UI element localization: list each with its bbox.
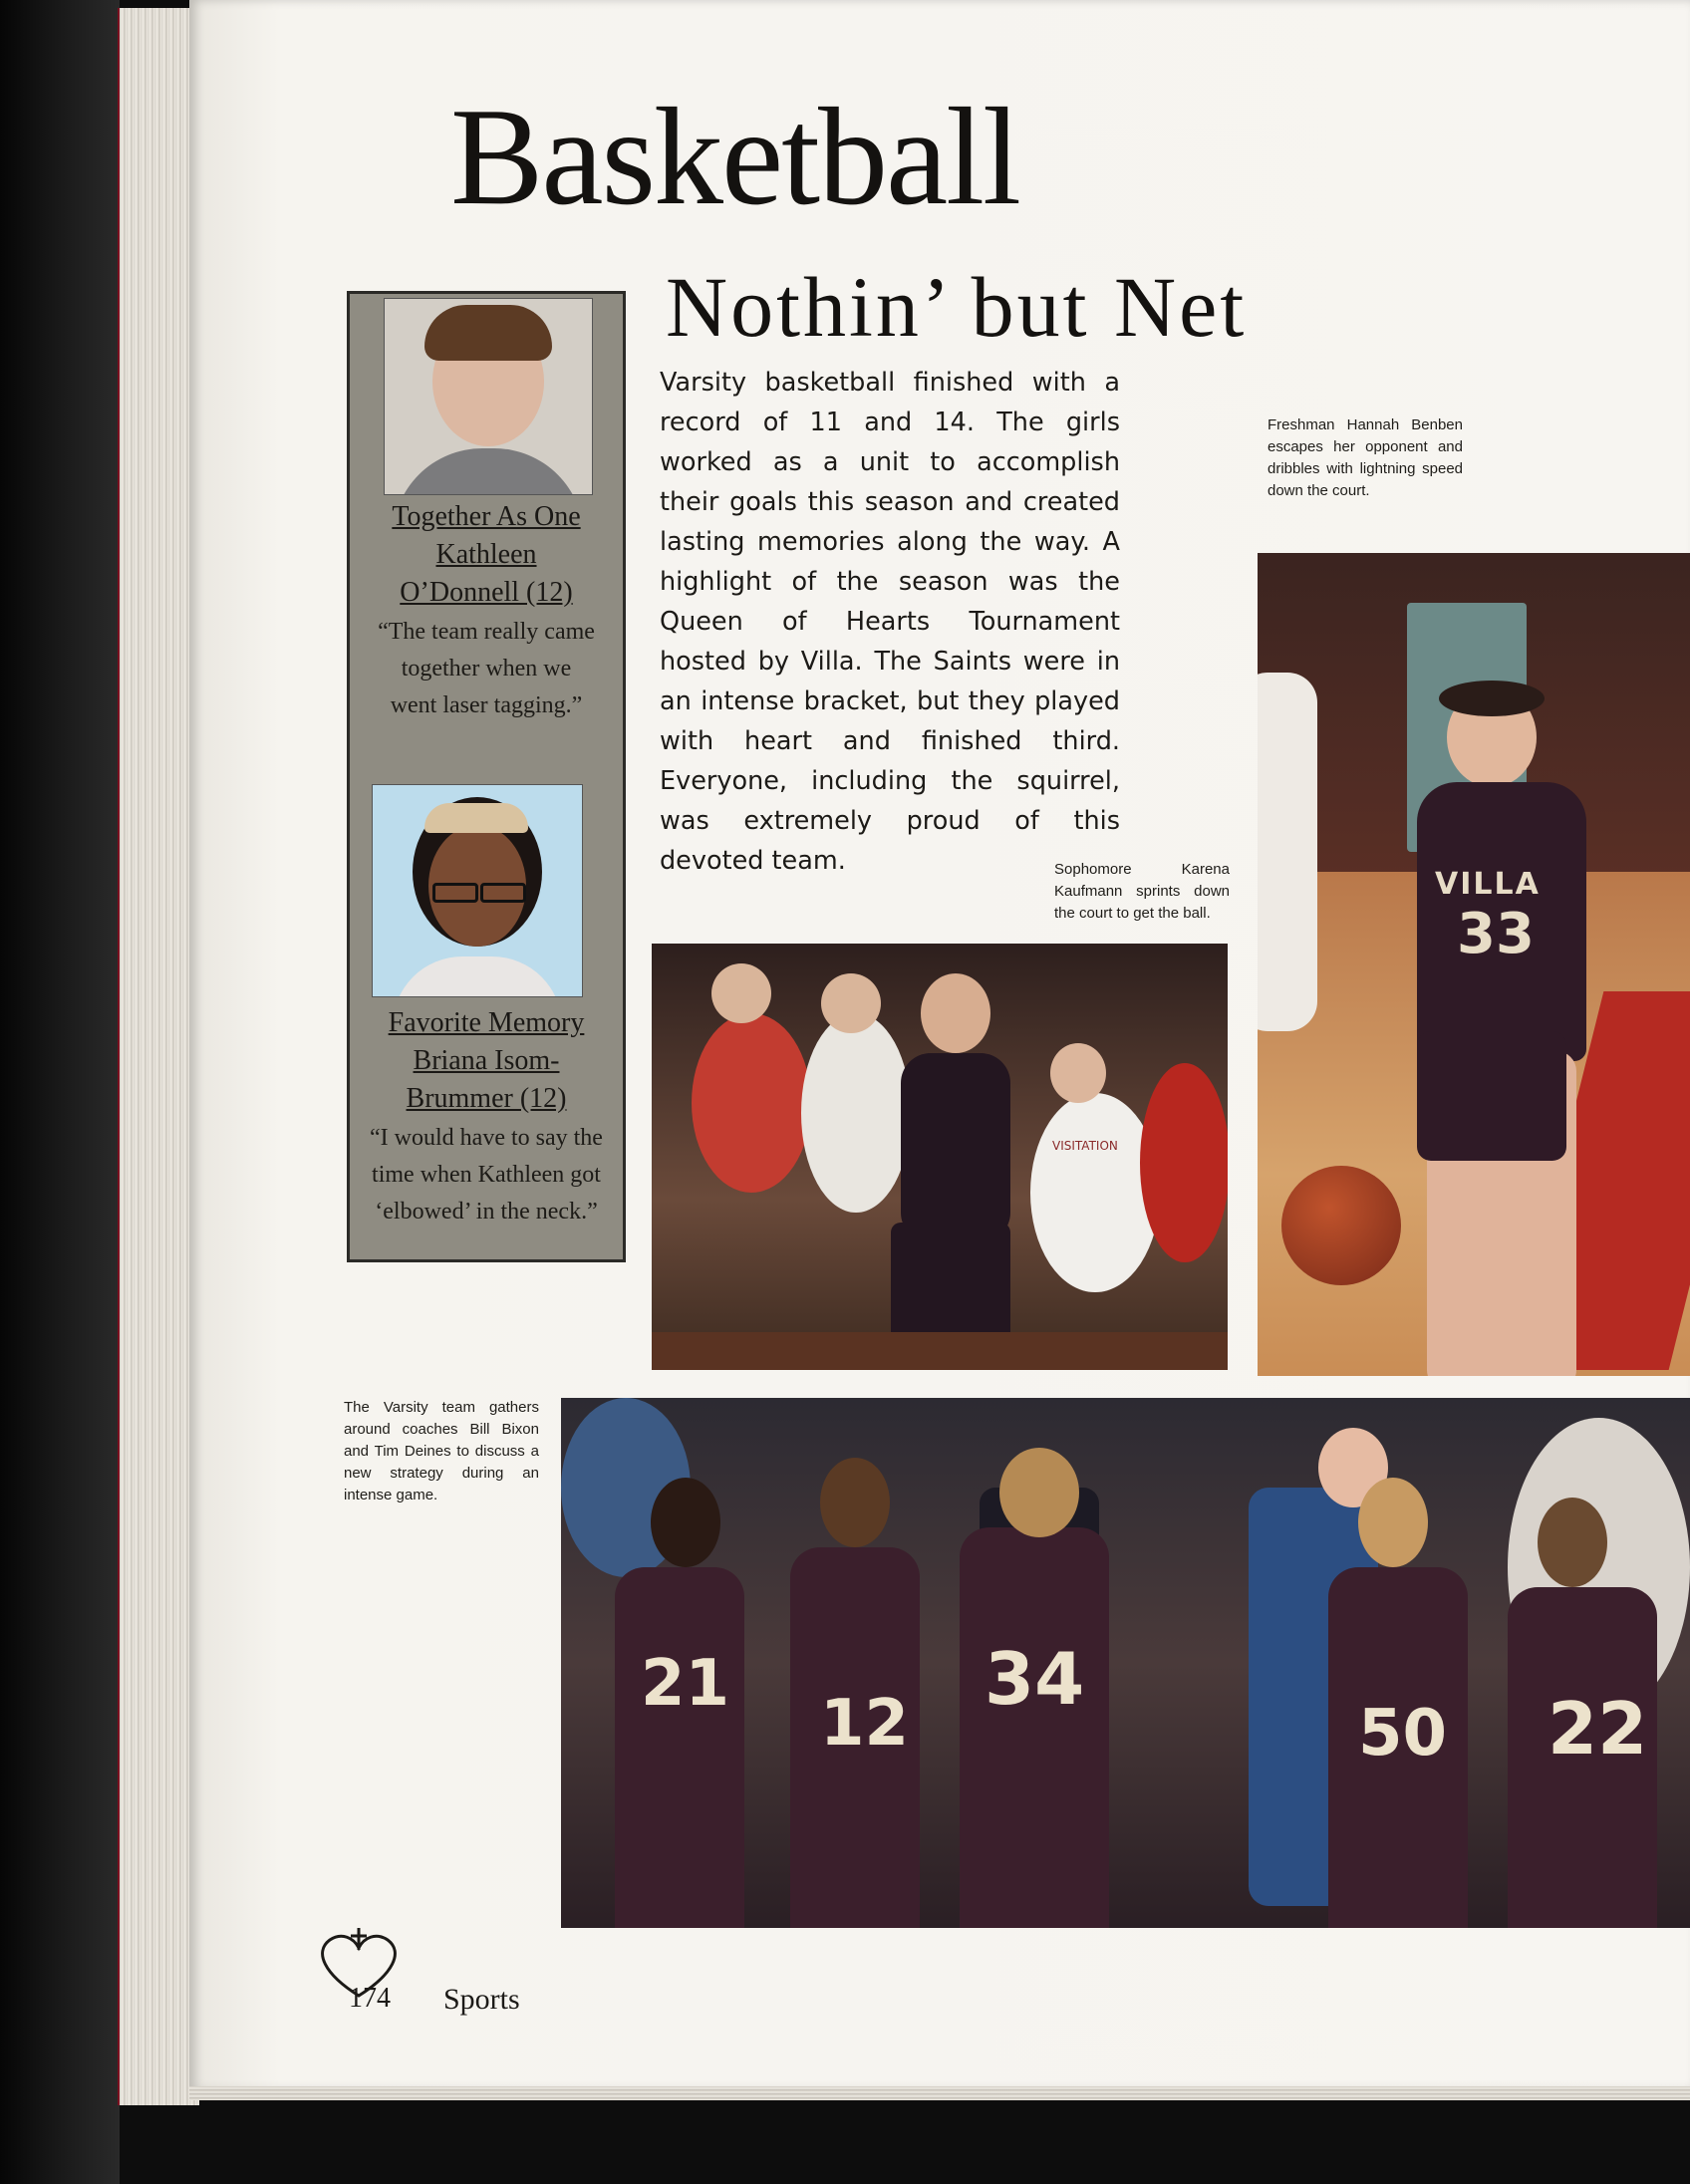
- portrait-briana-photo: [372, 784, 583, 997]
- quote-name-1b: O’Donnell (12): [400, 577, 573, 608]
- page-title: Basketball: [450, 80, 1019, 234]
- page-edges: [118, 8, 199, 2105]
- quote-text-2b: time when Kathleen got: [372, 1162, 601, 1188]
- quote-name-1a: Kathleen: [435, 539, 537, 570]
- book-spine: [0, 0, 120, 2184]
- jersey-number-21: 21: [641, 1647, 730, 1721]
- article-body: Varsity basketball finished with a record of 11 and 14. The girls worked as a unit to accomplish their goals this season and created lasting memories along the way. A highlight of the season was the Queen of Hearts Tournament hosted by Villa. The Saints were in an intense bracket, but they played with heart and finished third. Everyone, including the squirrel, was extremely proud of this devoted team.: [660, 368, 1120, 876]
- caption-right-photo: Freshman Hannah Benben escapes her opponent and dribbles with lightning speed down the court.: [1268, 416, 1463, 499]
- jersey-text-villa: VILLA: [1435, 867, 1541, 902]
- jersey-number-33: 33: [1457, 902, 1535, 966]
- photo-team-huddle: [561, 1398, 1690, 1928]
- jersey-number-12: 12: [820, 1687, 910, 1761]
- quote-sidebar: [347, 291, 626, 1262]
- quote-name-2b: Brummer (12): [406, 1083, 567, 1114]
- quote-text-2c: ‘elbowed’ in the neck.”: [375, 1199, 598, 1225]
- quote-heading-1: Together As One: [392, 501, 581, 532]
- portrait-kathleen-photo: [384, 298, 593, 495]
- quote-text-1c: went laser tagging.”: [390, 692, 583, 718]
- page-subtitle: Nothin’ but Net: [666, 259, 1248, 355]
- page-number: 174: [349, 1983, 391, 2014]
- quote-text-1a: “The team really came: [378, 619, 595, 645]
- shirt-text-visitation: VISITATION: [1052, 1139, 1118, 1153]
- quote-name-2a: Briana Isom-: [413, 1045, 560, 1076]
- section-label: Sports: [443, 1983, 520, 2016]
- jersey-number-22: 22: [1548, 1687, 1648, 1771]
- quote-heading-2: Favorite Memory: [388, 1007, 585, 1038]
- quote-text-2a: “I would have to say the: [370, 1125, 603, 1151]
- quote-text-1b: together when we: [401, 656, 572, 682]
- jersey-number-50: 50: [1358, 1697, 1448, 1771]
- page-bottom-edge: [189, 2086, 1690, 2100]
- jersey-number-34: 34: [985, 1637, 1085, 1721]
- caption-bottom-photo: The Varsity team gathers around coaches Bill Bixon and Tim Deines to discuss a new strategy during an intense game.: [344, 1399, 539, 1503]
- caption-middle-photo: Sophomore Karena Kaufmann sprints down the court to get the ball.: [1054, 861, 1230, 922]
- photo-sprinting-player: [652, 944, 1228, 1370]
- photo-dribbling-player: [1258, 553, 1690, 1376]
